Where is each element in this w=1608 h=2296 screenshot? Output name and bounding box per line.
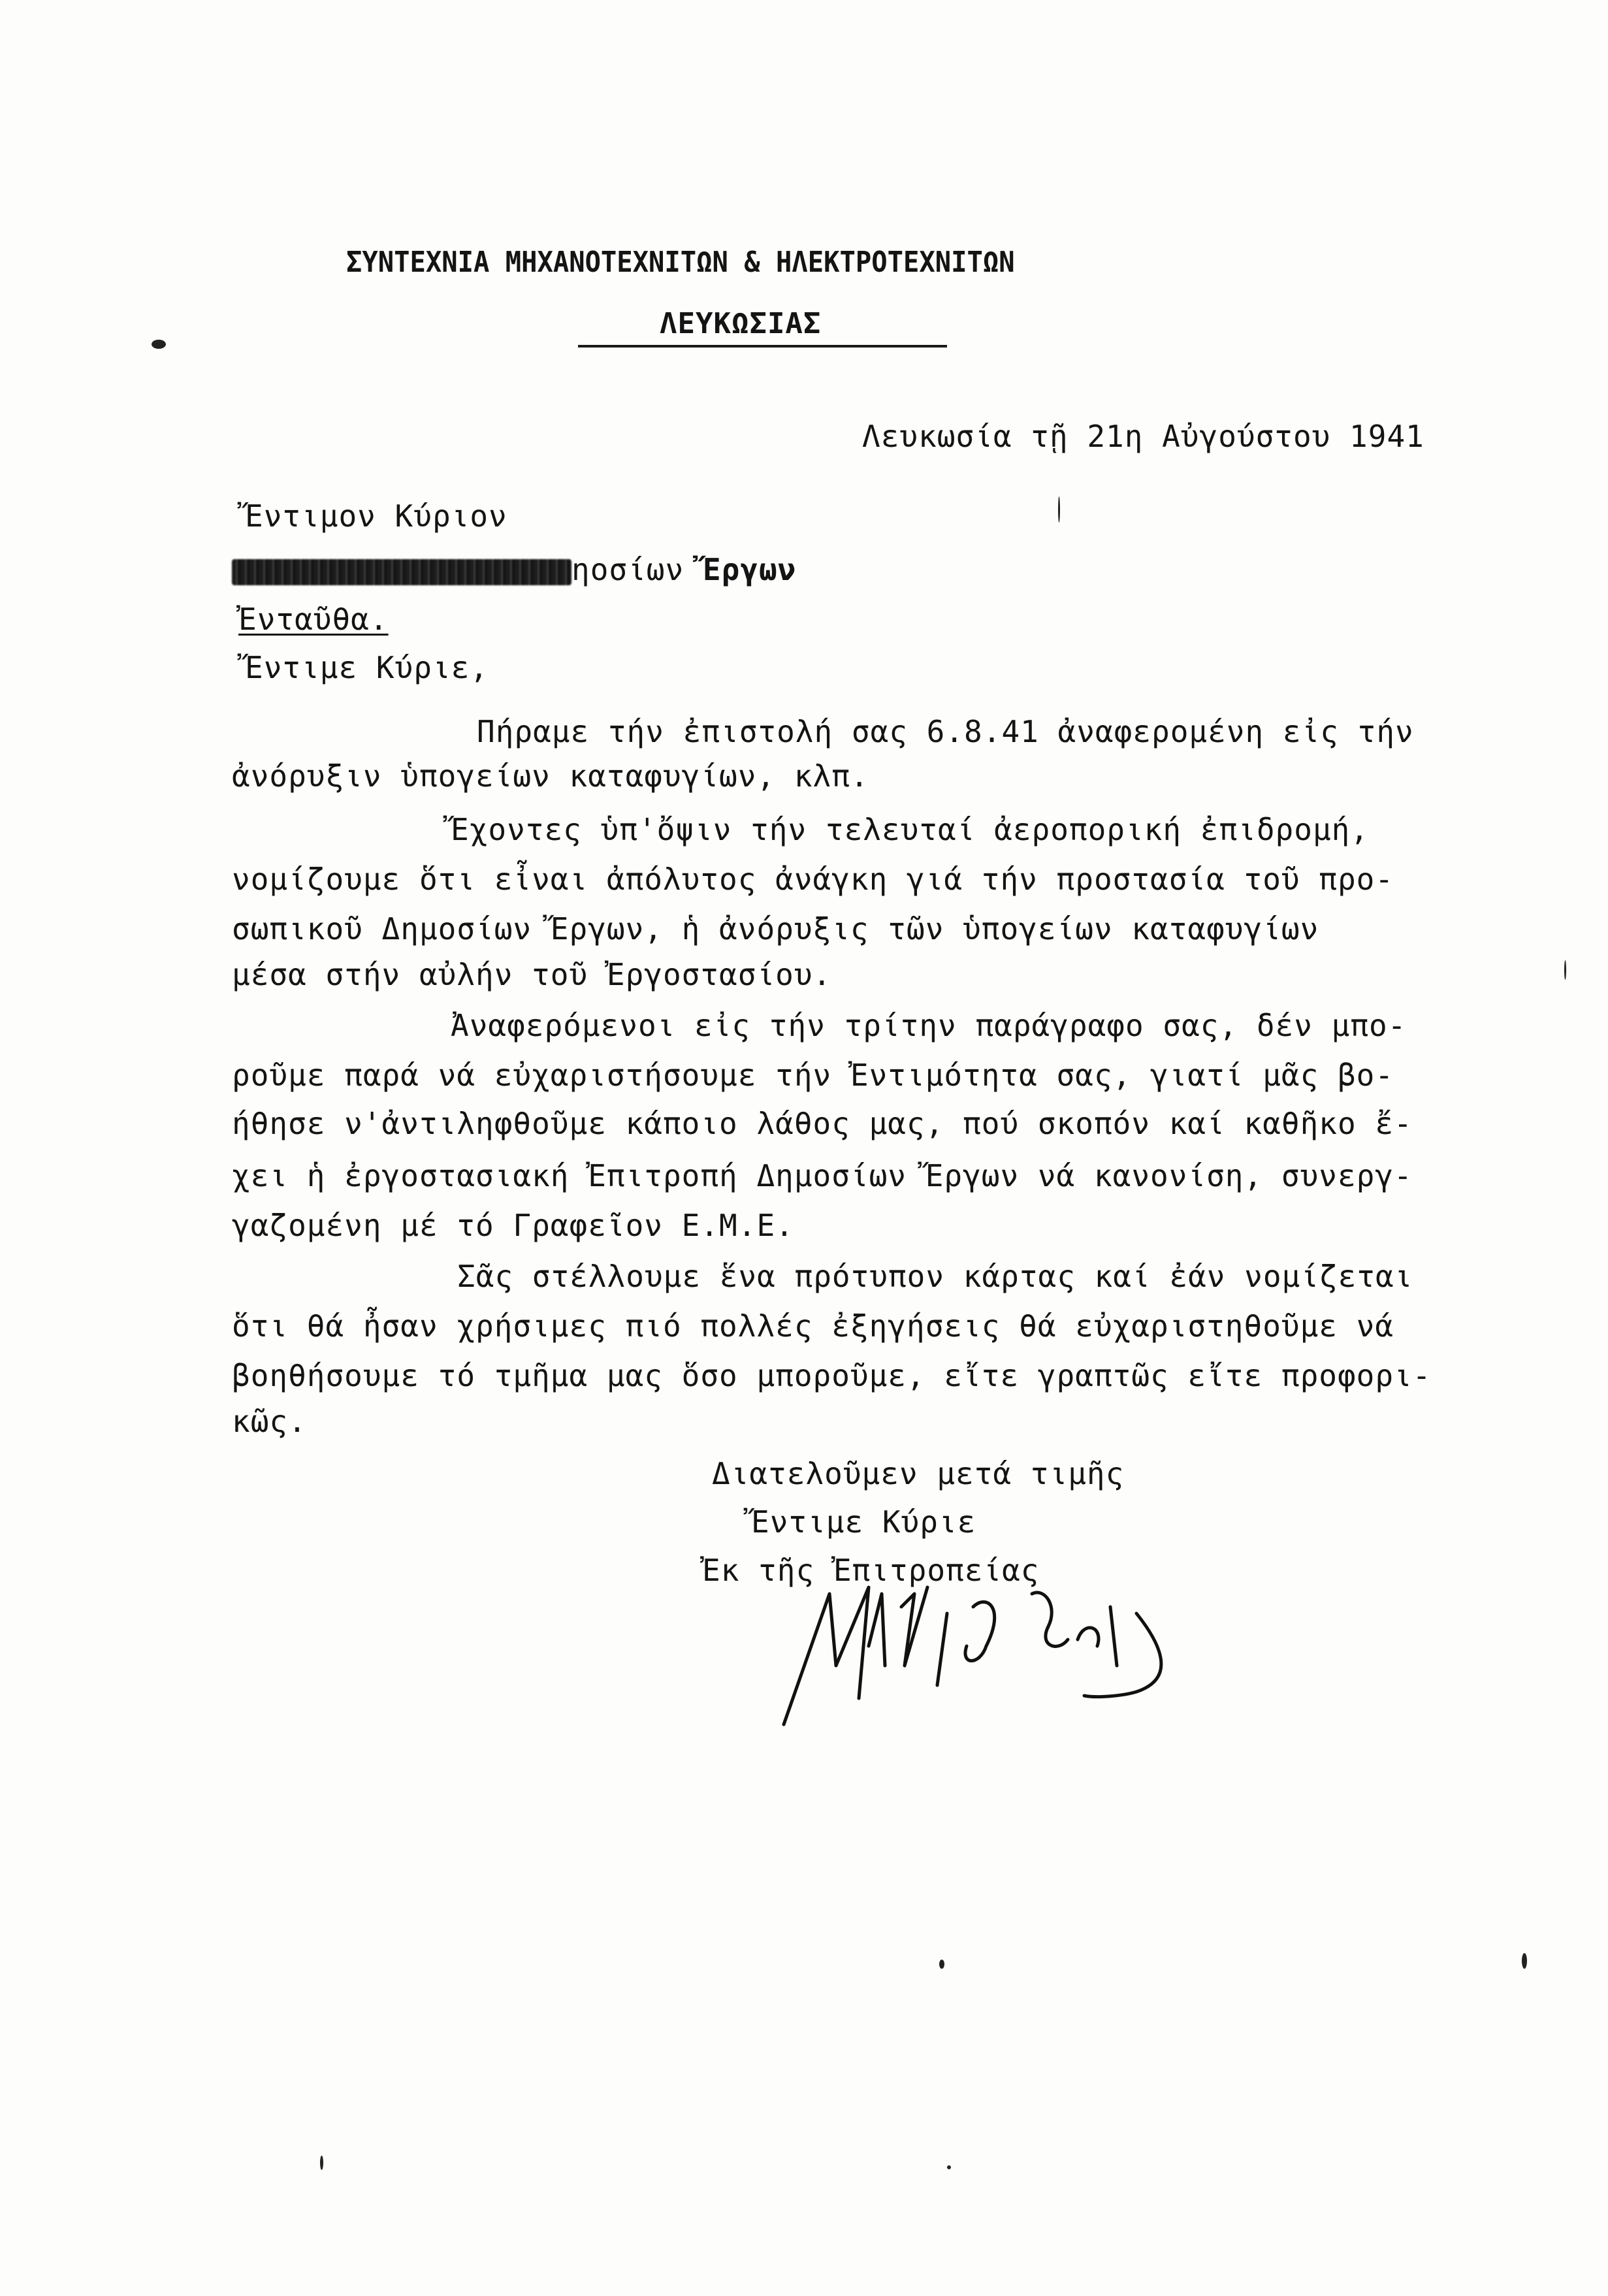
- body-line: μέσα στήν αὐλήν τοῦ Ἐργοστασίου.: [232, 957, 832, 992]
- scan-speck: [152, 340, 166, 349]
- scan-speck: [947, 2165, 951, 2169]
- recipient-line-1: Ἔντιμον Κύριον: [245, 498, 507, 534]
- body-line: νομίζουμε ὅτι εἶναι ἀπόλυτος ἀνάγκη γιά τήν προστασία τοῦ προ-: [232, 862, 1394, 897]
- body-line: χει ἡ ἐργοστασιακή Ἐπιτροπή Δημοσίων Ἔργων νά κανονίση, συνεργ-: [232, 1158, 1413, 1193]
- body-line: σωπικοῦ Δημοσίων Ἔργων, ἡ ἀνόρυξις τῶν ὑπογείων καταφυγίων: [232, 911, 1319, 946]
- letterhead-city: ΛΕΥΚΩΣΙΑΣ: [660, 307, 822, 340]
- scan-speck: [1564, 960, 1566, 980]
- body-line: κῶς.: [232, 1404, 307, 1439]
- body-line: βοηθήσουμε τό τμῆμα μας ὅσο μποροῦμε, εἴτε γραπτῶς εἴτε προφορι-: [232, 1358, 1432, 1393]
- letterhead-title: ΣΥΝΤΕΧΝΙΑ ΜΗΧΑΝΟΤΕΧΝΙΤΩΝ & ΗΛΕΚΤΡΟΤΕΧΝΙΤΩΝ: [346, 246, 1015, 279]
- body-line: Ἔχοντες ὑπ'ὄψιν τήν τελευταί ἀεροπορική ἐπιδρομή,: [451, 812, 1370, 847]
- body-line: ὅτι θά ἦσαν χρήσιμες πιό πολλές ἐξηγήσεις θά εὐχαριστηθοῦμε νά: [232, 1308, 1394, 1344]
- salutation: Ἔντιμε Κύριε,: [245, 650, 489, 685]
- letter-date: Λευκωσία τῇ 21η Αὐγούστου 1941: [862, 419, 1424, 454]
- body-line: Ἀναφερόμενοι εἰς τήν τρίτην παράγραφο σας, δέν μπο-: [451, 1008, 1407, 1043]
- closing-line-2: Ἔντιμε Κύριε: [751, 1504, 976, 1540]
- recipient-line-2-visible-a: ηοσίων: [571, 552, 684, 587]
- body-line: γαζομένη μέ τό Γραφεῖον Ε.Μ.Ε.: [232, 1208, 794, 1243]
- letterhead-underline: [578, 345, 947, 348]
- scan-speck: [1522, 1953, 1527, 1969]
- recipient-line-3: Ἐνταῦθα.: [238, 602, 389, 637]
- body-line: ροῦμε παρά νά εὐχαριστήσουμε τήν Ἐντιμότητα σας, γιατί μᾶς βο-: [232, 1058, 1394, 1093]
- closing-line-1: Διατελοῦμεν μετά τιμῆς: [712, 1456, 1125, 1491]
- body-line: Σᾶς στέλλουμε ἕνα πρότυπον κάρτας καί ἐάν νομίζεται: [457, 1259, 1413, 1294]
- scan-speck: [320, 2156, 323, 2170]
- scan-speck: [939, 1960, 944, 1969]
- body-line: Πήραμε τήν ἐπιστολή σας 6.8.41 ἀναφερομένη εἰς τήν: [477, 714, 1414, 749]
- handwritten-signature: [771, 1568, 1189, 1738]
- body-line: ήθησε ν'ἀντιληφθοῦμε κάποιο λάθος μας, πού σκοπόν καί καθῆκο ἔ-: [232, 1106, 1413, 1141]
- recipient-line-2-visible-b: Ἔργων: [702, 552, 797, 587]
- body-line: ἀνόρυξιν ὑπογείων καταφυγίων, κλπ.: [232, 758, 869, 794]
- closing-line-3: Ἐκ τῆς Ἐπιτροπείας: [702, 1553, 1040, 1588]
- recipient-line-2: [232, 550, 796, 589]
- redacted-text: [232, 559, 571, 585]
- scan-speck: [1058, 496, 1060, 523]
